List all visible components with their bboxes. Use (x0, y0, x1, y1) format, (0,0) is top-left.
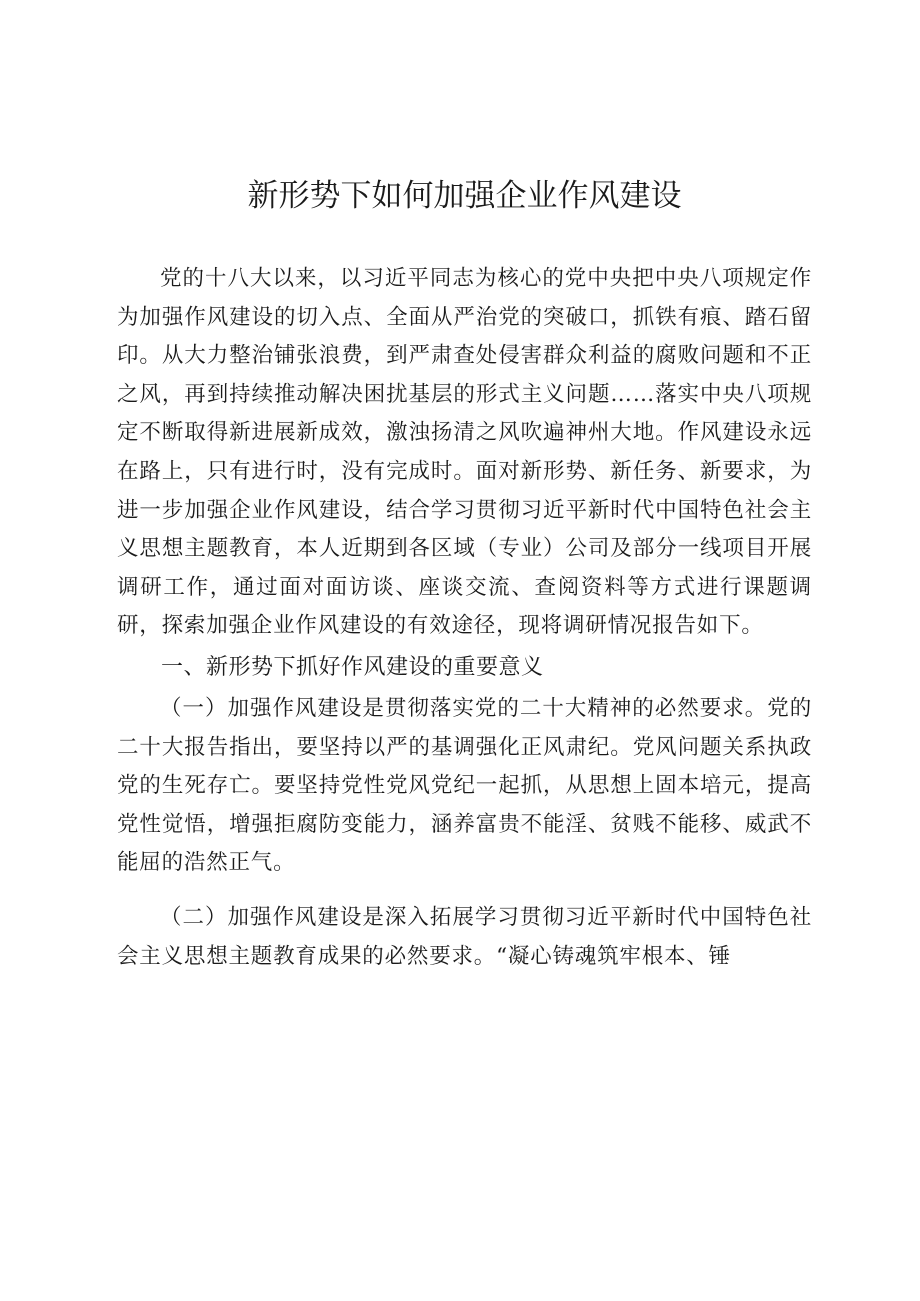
intro-paragraph: 党的十八大以来，以习近平同志为核心的党中央把中央八项规定作为加强作风建设的切入点、全面从严治党的突破口，抓铁有痕、踏石留印。从大力整治铺张浪费，到严肃查处侵害群众利益的腐败问题和不正之风，再到持续推动解决困扰基层的形式主义问题……落实中央八项规定不断取得新进展新成效，激浊扬清之风吹遍神州大地。作风建设永远在路上，只有进行时，没有完成时。面对新形势、新任务、新要求，为进一步加强企业作风建设，结合学习贯彻习近平新时代中国特色社会主义思想主题教育，本人近期到各区域（专业）公司及部分一线项目开展调研工作，通过面对面访谈、座谈交流、查阅资料等方式进行课题调研，探索加强企业作风建设的有效途径，现将调研情况报告如下。 (117, 266, 812, 639)
section-item-paragraph: （二）加强作风建设是深入拓展学习贯彻习近平新时代中国特色社会主义思想主题教育成果的必然要求。“凝心铸魂筑牢根本、锤 (117, 904, 812, 969)
section-item-paragraph: （一）加强作风建设是贯彻落实党的二十大精神的必然要求。党的二十大报告指出，要坚持以严的基调强化正风肃纪。党风问题关系执政党的生死存亡。要坚持党性党风党纪一起抓，从思想上固本培元，提高党性觉悟，增强拒腐防变能力，涵养富贵不能淫、贫贱不能移、威武不能屈的浩然正气。 (117, 695, 812, 876)
document-title: 新形势下如何加强企业作风建设 (247, 178, 682, 214)
section-heading: 一、新形势下抓好作风建设的重要意义 (161, 654, 544, 680)
document-body (117, 260, 812, 976)
